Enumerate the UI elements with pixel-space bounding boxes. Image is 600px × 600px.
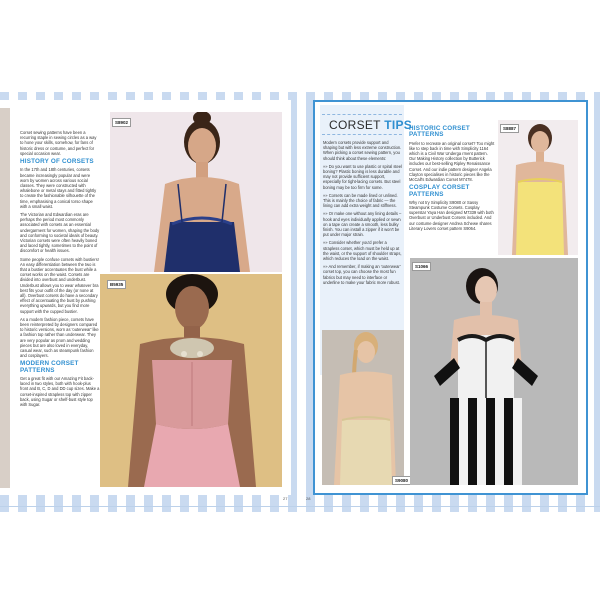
pattern-code-badge: B5935 xyxy=(107,280,126,289)
history-heading: HISTORY OF CORSETS xyxy=(20,158,94,166)
left-text-column xyxy=(20,130,100,410)
pattern-code-badge: S1066 xyxy=(412,262,431,271)
history-paragraph-3: Some people confuse corsets with bustiers! An easy differentiation between the two is that a bustier accentuates the bust while a corset works on the waist. Corsets are divided into overbust and underbust. Underbust allows you to wear whatever bra best fits your outfit of the day (or none at all). Overbust corsets do have a secondary effect of accentuating the bust by pushing everything upwards, but you find more support with the cupped bustier. xyxy=(20,256,99,314)
tip-item: »» Corsets can be made lined or unlined. This is mainly the choice of fabric — the lining can add extra weight and stiffness. xyxy=(323,192,398,209)
yellow-corset-illustration xyxy=(498,120,578,255)
page-number-left: 27 xyxy=(283,496,288,501)
pattern-code-badge: S9080 xyxy=(392,476,411,485)
history-paragraph-2: The Victorian and Edwardian eras are perhaps the period most commonly associated with corsets as an essential undergarment for women, shaping the body and conforming to societal ideals of beauty. Victorian corsets were often heavily boned and laced tightly, sometimes to the point of discomfort or health issues. xyxy=(20,211,100,254)
page-number-right: 28 xyxy=(306,496,311,501)
modern-heading: MODERN CORSET PATTERNS xyxy=(20,360,79,374)
tips-title xyxy=(329,118,412,132)
tips-divider xyxy=(322,134,402,135)
page-bottom-rule xyxy=(0,506,600,507)
history-paragraph-4: As a modern fashion piece, corsets have been reinterpreted by designers compared to historic versions, worn as 'outerwear' like a fashion top rather than underwear. They are very popular as prom and wedding pieces but are also loved in everyday, casual wear, such as steampunk fashion and cosplayers. xyxy=(20,316,99,359)
striped-corset-illustration xyxy=(410,258,578,485)
tips-text-column xyxy=(323,140,402,288)
cosplay-paragraph: Why not try Simplicity S9080 or Sassy Steampunk Costume Corsets. Cosplay superstar Yaya Han designed M7339 with both Overbust or Underbust Corsets included. And our costume designer Andrea Schewe shares Literary Lovers corset pattern S9064. xyxy=(409,199,494,231)
pink-corset-illustration xyxy=(100,274,282,487)
modern-paragraph: Get a great fit with our Amazing Fit back-laced in two styles, both with hook-plus front and B, C, D and DD cup sizes. Make a corset-inspired strapless top with zipper back, using Sugar or shelf-bust style top with Sugar. xyxy=(20,376,100,408)
tip-item: »» And remember, if making an 'outerwear' corset top, you can choose the most fun fabrics but may need to interface or underline to make your fabric more robust. xyxy=(323,264,401,285)
cosplay-heading: COSPLAY CORSET PATTERNS xyxy=(409,184,470,198)
photo-pink-corset-model xyxy=(100,274,282,487)
lace-corset-illustration xyxy=(322,330,404,485)
photo-striped-corset-model xyxy=(410,258,578,485)
historic-heading: HISTORIC CORSET PATTERNS xyxy=(409,125,470,139)
photo-lace-corset-model xyxy=(322,330,404,485)
tips-intro: Modern corsets provide support and shaping but with less extreme construction. When picking a corset sewing pattern, you should think about these elements: xyxy=(323,140,402,161)
blue-corset-illustration xyxy=(110,112,282,272)
tips-divider xyxy=(322,114,402,115)
tip-item: »» Do you want to use plastic or spiral steel boning? Plastic boning is less durable and may not provide sufficient support, especially for tight-lacing corsets. But steel boning may be too firm for some. xyxy=(323,163,402,190)
historic-paragraph: Prefer to recreate an original corset? Too might like to step back in time with Simplicity 1164 which is a Civil War Underga rment pattern. Our Making History collection by Butterick includes our best-selling Ripley Renaissance Corset. And our indie pattern designer Angela Clayton specialises in historic pieces like the McCall's Edwardian Corset M7478. xyxy=(409,140,495,183)
right-text-column xyxy=(409,124,495,234)
pattern-code-badge: S8902 xyxy=(112,118,131,127)
tips-title-word-2: TIPS xyxy=(384,118,413,132)
cropped-edge-photo xyxy=(0,108,10,488)
tips-title-word-1: CORSET xyxy=(329,118,381,132)
pattern-code-badge: S8887 xyxy=(500,124,519,133)
tip-item: »» Consider whether you'd prefer a strapless corset, which must be held up at the waist, or the support of shoulder straps, which reduces the load on the waist. xyxy=(323,240,402,262)
photo-blue-corset-model xyxy=(110,112,282,272)
intro-paragraph: Corset sewing patterns have been a recurring staple in sewing circles as a way to hone your skills, somehow, for fans of historic dress or costume, and perfect for special occasion wear. xyxy=(20,130,97,156)
tip-item: »» Or make one without any lining details – hook and eyes individually applied or sewn on a tape can create a smooth, less bulky finish. You can install a zipper if it won't be put under major strain. xyxy=(323,211,402,238)
history-paragraph-1: In the 17th and 18th centuries, corsets became increasingly popular and were worn by women across various social classes. They were constructed with whalebone or metal stays and fitted tightly to create the fashionable silhouette of the time, emphasising a conical torso shape with a small waist. xyxy=(20,167,97,209)
photo-yellow-corset-model xyxy=(498,120,578,255)
